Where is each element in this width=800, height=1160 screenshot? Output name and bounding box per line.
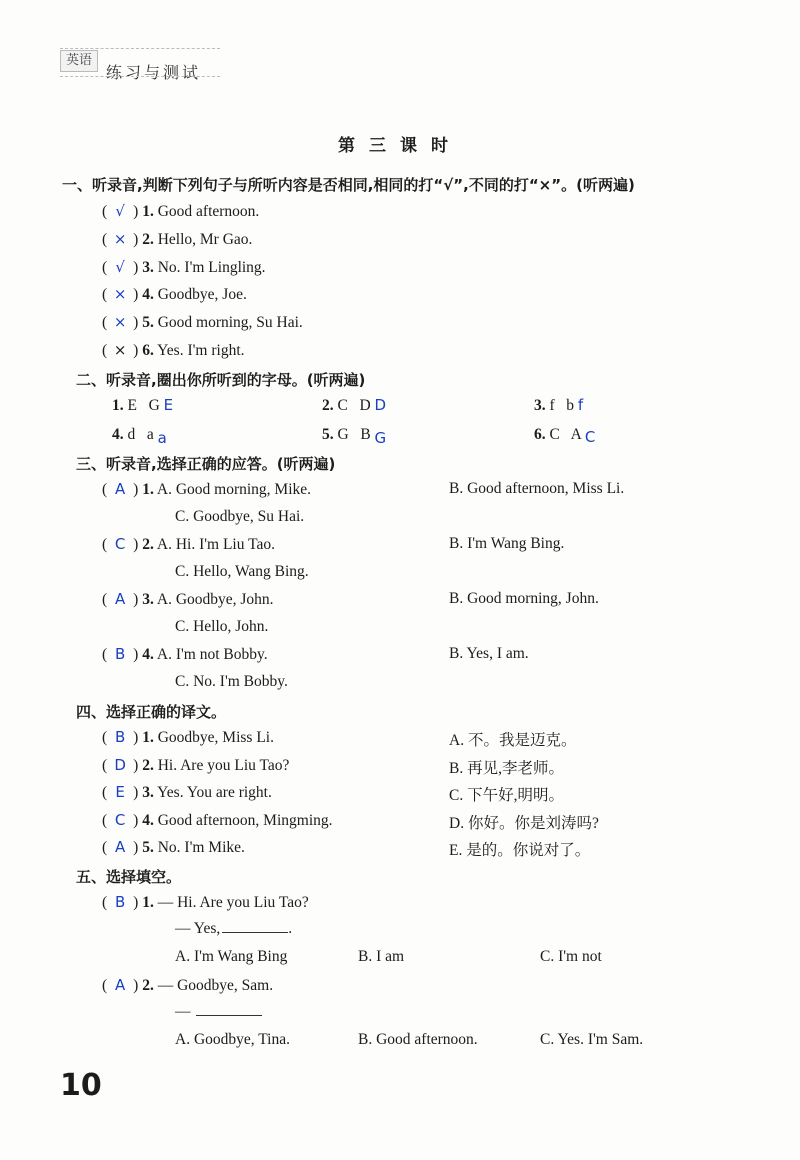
answer-mark: D (114, 756, 126, 774)
item-text: Yes. I'm right. (157, 342, 245, 359)
translation-item: ( B ) 1. Goodbye, Miss Li. (102, 728, 274, 746)
item-number: 6. (534, 426, 546, 443)
list-item: ( × ) 2. Hello, Mr Gao. (102, 230, 253, 248)
answer-mark: C (114, 811, 126, 829)
translation-option: C. 下午好,明明。 (449, 787, 564, 804)
dialogue-punctuation: . (288, 920, 293, 937)
translation-item: ( C ) 4. Good afternoon, Mingming. (102, 811, 333, 829)
item-text: Hello, Mr Gao. (157, 231, 253, 248)
translation-option: E. 是的。你说对了。 (449, 842, 591, 859)
item-number: 2. (142, 536, 154, 553)
option-c: C. Hello, John. (175, 618, 269, 635)
item-number: 2. (322, 397, 334, 414)
item-text: Good afternoon, Mingming. (157, 812, 333, 829)
item-text: No. I'm Lingling. (157, 259, 266, 276)
fill-question: ( A ) 2. — Goodbye, Sam. (102, 976, 274, 994)
item-number: 5. (142, 314, 154, 331)
option-a: A. I'm Wang Bing (175, 948, 288, 965)
letter-item (112, 425, 167, 447)
item-number: 2. (142, 977, 154, 994)
answer-mark: E (115, 783, 125, 801)
answer-mark: B (115, 893, 126, 911)
option-a: A. I'm not Bobby. (156, 646, 268, 663)
letter-item (322, 396, 386, 415)
answer-mark: × (113, 341, 127, 359)
item-text: Good afternoon. (157, 203, 260, 220)
option-c: C. I'm not (540, 948, 602, 965)
dialogue-line: — Yes, (175, 920, 221, 937)
answer-mark: C (114, 535, 126, 553)
item-number: 1. (142, 729, 154, 746)
option-b: B. Good afternoon, Miss Li. (449, 480, 625, 497)
letter-options: E G (127, 397, 160, 414)
page-number: 10 (60, 1068, 102, 1103)
item-number: 1. (142, 203, 154, 220)
list-item: ( × ) 6. Yes. I'm right. (102, 341, 245, 359)
answer-mark: × (113, 285, 127, 303)
subject-badge: 英语 (60, 50, 98, 72)
option-a: A. Goodbye, Tina. (175, 1031, 290, 1048)
translation-item: ( E ) 3. Yes. You are right. (102, 783, 272, 801)
item-number: 3. (142, 591, 154, 608)
item-number: 1. (112, 397, 124, 414)
dialogue-line: — (175, 1003, 191, 1020)
answer-mark: B (115, 645, 126, 663)
answer-mark: A (115, 838, 126, 856)
letter-options: f b (549, 397, 575, 414)
book-title: 练习与测试 (106, 63, 202, 82)
section5-title: 五、选择填空。 (76, 868, 182, 886)
translation-item: ( D ) 2. Hi. Are you Liu Tao? (102, 756, 290, 774)
answer-mark: E (163, 396, 174, 414)
option-b: B. Good afternoon. (358, 1031, 478, 1048)
question-row: ( C ) 2. A. Hi. I'm Liu Tao. (102, 535, 275, 553)
answer-mark: D (374, 396, 387, 414)
fill-question: ( B ) 1. — Hi. Are you Liu Tao? (102, 893, 309, 911)
answer-mark: C (584, 428, 596, 446)
section4-title: 四、选择正确的译文。 (76, 703, 227, 721)
answer-mark: a (157, 429, 167, 447)
answer-mark: √ (115, 258, 125, 276)
translation-option: A. 不。我是迈克。 (449, 732, 577, 749)
dialogue-response (175, 1003, 262, 1021)
item-text: Good morning, Su Hai. (157, 314, 303, 331)
question-row: ( B ) 4. A. I'm not Bobby. (102, 645, 268, 663)
item-number: 5. (142, 839, 154, 856)
answer-mark: A (115, 590, 126, 608)
list-item: ( √ ) 1. Good afternoon. (102, 202, 260, 220)
lesson-title: 第三课时 (338, 136, 462, 156)
letter-options: d a (127, 426, 154, 443)
item-number: 6. (142, 342, 154, 359)
item-number: 2. (142, 757, 154, 774)
item-text: Hi. Are you Liu Tao? (157, 757, 290, 774)
translation-option: B. 再见,李老师。 (449, 760, 564, 777)
question-row: ( A ) 1. A. Good morning, Mike. (102, 480, 312, 498)
item-number: 4. (142, 646, 154, 663)
option-b: B. Yes, I am. (449, 645, 529, 662)
list-item: ( × ) 5. Good morning, Su Hai. (102, 313, 303, 331)
item-number: 1. (142, 481, 154, 498)
item-number: 5. (322, 426, 334, 443)
dialogue-line: — Goodbye, Sam. (157, 977, 274, 994)
item-number: 4. (142, 286, 154, 303)
header-divider-bottom (60, 76, 220, 77)
dialogue-line: — Hi. Are you Liu Tao? (157, 894, 309, 911)
answer-mark: f (577, 396, 584, 414)
letter-options: C D (337, 397, 371, 414)
section1-title: 一、听录音,判断下列句子与所听内容是否相同,相同的打“√”,不同的打“×”。(听两遍) (62, 176, 635, 194)
answer-mark: A (115, 976, 126, 994)
option-c: C. Goodbye, Su Hai. (175, 508, 305, 525)
answer-blank (196, 1005, 262, 1016)
option-a: A. Good morning, Mike. (156, 481, 312, 498)
option-a: A. Goodbye, John. (156, 591, 274, 608)
answer-mark: × (113, 313, 127, 331)
item-text: Goodbye, Joe. (157, 286, 247, 303)
answer-mark: A (115, 480, 126, 498)
section3-title: 三、听录音,选择正确的应答。(听两遍) (76, 455, 336, 473)
list-item: ( × ) 4. Goodbye, Joe. (102, 285, 247, 303)
item-number: 3. (142, 784, 154, 801)
item-number: 4. (112, 426, 124, 443)
letter-item (534, 425, 595, 444)
option-a: A. Hi. I'm Liu Tao. (156, 536, 275, 553)
answer-mark: √ (115, 202, 125, 220)
dialogue-response (175, 920, 292, 938)
option-b: B. I am (358, 948, 405, 965)
item-number: 3. (142, 259, 154, 276)
translation-item: ( A ) 5. No. I'm Mike. (102, 838, 245, 856)
option-c: C. Hello, Wang Bing. (175, 563, 309, 580)
item-number: 4. (142, 812, 154, 829)
answer-mark: B (115, 728, 126, 746)
header-divider-top (60, 48, 220, 49)
letter-item (534, 396, 583, 415)
option-c: C. No. I'm Bobby. (175, 673, 288, 690)
item-text: Yes. You are right. (157, 784, 272, 801)
item-number: 3. (534, 397, 546, 414)
option-b: B. I'm Wang Bing. (449, 535, 565, 552)
section2-title: 二、听录音,圈出你所听到的字母。(听两遍) (76, 371, 366, 389)
option-b: B. Good morning, John. (449, 590, 599, 607)
letter-options: G B (337, 426, 371, 443)
answer-mark: × (113, 230, 127, 248)
item-number: 2. (142, 231, 154, 248)
letter-options: C A (549, 426, 581, 443)
list-item: ( √ ) 3. No. I'm Lingling. (102, 258, 266, 276)
letter-item (322, 425, 387, 447)
answer-mark: G (374, 429, 387, 447)
item-text: No. I'm Mike. (157, 839, 245, 856)
option-c: C. Yes. I'm Sam. (540, 1031, 644, 1048)
letter-item (112, 396, 173, 415)
answer-blank (222, 922, 288, 933)
translation-option: D. 你好。你是刘涛吗? (449, 815, 599, 832)
item-number: 1. (142, 894, 154, 911)
question-row: ( A ) 3. A. Goodbye, John. (102, 590, 274, 608)
item-text: Goodbye, Miss Li. (157, 729, 274, 746)
